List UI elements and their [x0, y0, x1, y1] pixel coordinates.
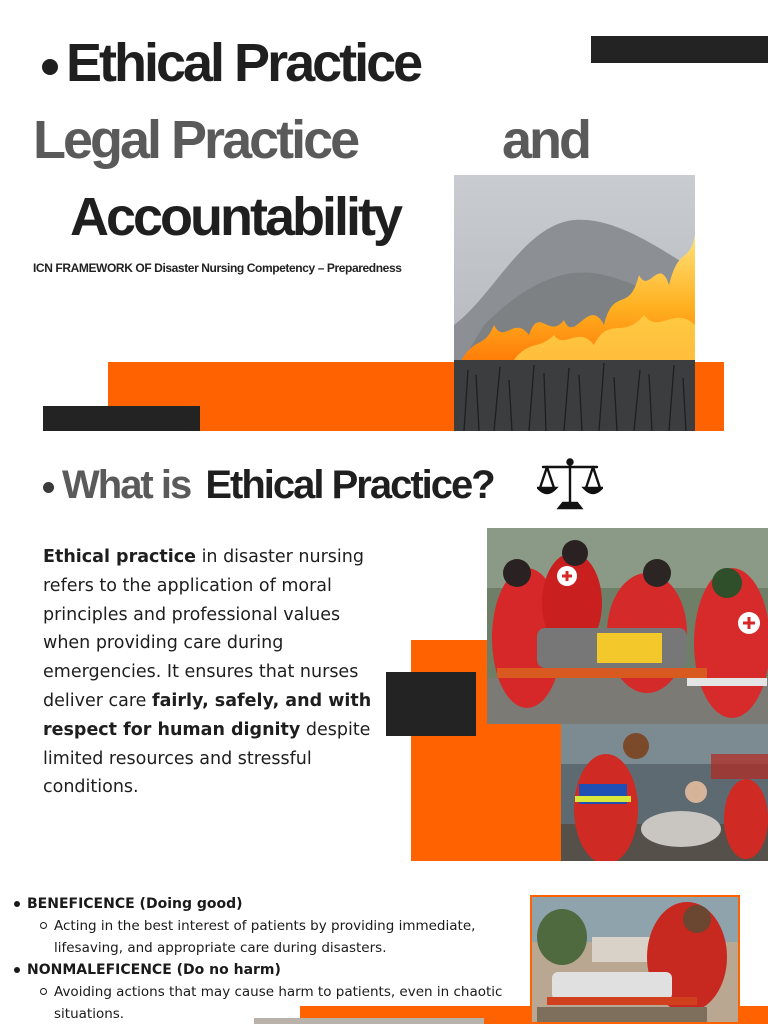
scales-of-justice-icon	[537, 456, 603, 512]
middle-dark-block	[386, 672, 476, 736]
list-item-nonmaleficence: NONMALEFICENCE (Do no harm)	[14, 959, 514, 981]
bullet-icon	[42, 59, 58, 75]
bullet-icon	[43, 482, 54, 493]
subtitle: ICN FRAMEWORK OF Disaster Nursing Competency – Preparedness	[33, 261, 402, 275]
title-ethical-text: Ethical Practice	[66, 33, 421, 93]
paragraph-text-1: in disaster nursing refers to the application of moral principles and professional values when providing care during emergencies. It ensures that nurses deliver care	[43, 547, 364, 711]
list-subitem-beneficence: Acting in the best interest of patients by providing immediate, lifesaving, and appropriate care during disasters.	[14, 915, 514, 959]
list-subitem-nonmaleficence: Avoiding actions that may cause harm to patients, even in chaotic situations.	[14, 981, 514, 1025]
title-legal-text: Legal Practice	[33, 110, 358, 170]
title-and	[502, 110, 590, 170]
title-and-text: and	[502, 110, 590, 170]
bottom-photo-strip	[254, 1018, 484, 1024]
ambulance-stretcher-photo	[530, 895, 740, 1024]
heading-main: Ethical Practice?	[205, 463, 494, 507]
title-line-ethical	[42, 33, 421, 93]
rescue-worker-photo	[561, 724, 768, 861]
wildfire-photo	[454, 175, 695, 431]
paragraph-text-2: despite limited resources and stressful conditions.	[43, 719, 371, 798]
ethical-practice-paragraph	[43, 543, 383, 802]
title-line-accountability	[70, 187, 401, 247]
list-item-beneficence: BENEFICENCE (Doing good)	[14, 893, 514, 915]
section-heading	[43, 463, 494, 507]
paragraph-strong-term: Ethical practice	[43, 547, 196, 567]
paragraph-strong-phrase: fairly, safely, and with respect for human dignity	[43, 690, 372, 740]
red-cross-stretcher-photo	[487, 528, 768, 724]
heading-prefix: What is	[62, 463, 191, 507]
title-accountability-text: Accountability	[70, 187, 401, 247]
header-dark-bar	[43, 406, 200, 431]
title-line-legal	[33, 110, 358, 170]
top-right-bar	[591, 36, 768, 63]
